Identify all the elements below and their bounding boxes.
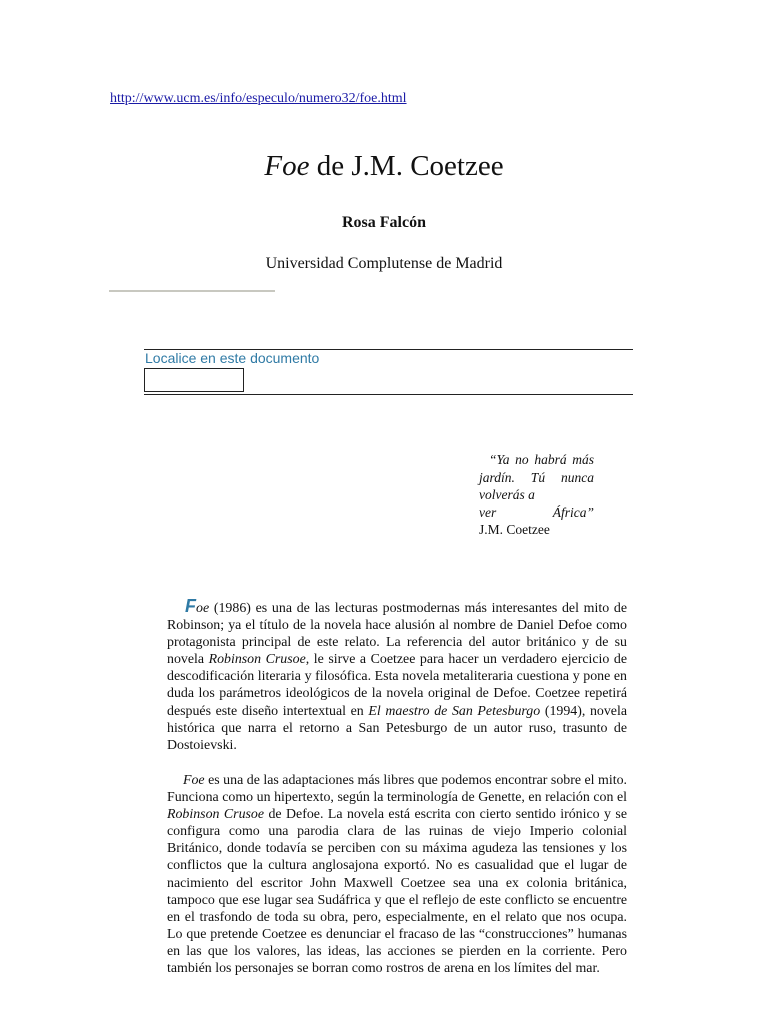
p2-text-b: de Defoe. La novela está escrita con cierto sentido irónico y se configura como una parodia clara de las ruinas de viejo Imperio colonial Británico, donde todavía se perciben con su máxima agudeza las tensiones y los conflictos que la cultura anglosajona exportó. No es casualidad que el lugar de nacimiento del escritor John Maxwell Coetzee sea una ex colonia británica, tampoco que ese lugar sea Sudáfrica y que el reflejo de este conflicto se encuentre en el trasfondo de toda su obra, pero, especialmente, en el relato que nos ocupa. Lo que pretende Coetzee es denunciar el fracaso de las “construcciones” humanas en las que los valores, las ideas, las acciones se pierden en la corriente. Pero también los personajes se borran como rostros de arena en los límites del mar. xyxy=(167,807,627,977)
paragraph-2 xyxy=(167,772,627,977)
source-url-link[interactable]: http://www.ucm.es/info/especulo/numero32/foe.html xyxy=(110,91,407,106)
author-name: Rosa Falcón xyxy=(342,214,426,231)
p1-italic-foe: oe xyxy=(196,601,210,616)
p2-italic-robinson: Robinson Crusoe xyxy=(167,807,265,823)
author-affiliation: Universidad Complutense de Madrid xyxy=(265,255,503,272)
p1-text-c: (1994), novela histórica que narra el retorno a San Petesburgo de un autor ruso, trasunto de Dostoievski. xyxy=(167,703,627,753)
p2-italic-foe: Foe xyxy=(183,773,205,788)
p1-italic-maestro: El maestro de San Petesburgo xyxy=(368,703,541,719)
decorative-divider xyxy=(109,290,275,292)
p2-text-a: es una de las adaptaciones más libres que podemos encontrar sobre el mito. Funciona como un hipertexto, según la terminología de Genette, en relación con el xyxy=(167,773,627,806)
title-rest: de J.M. Coetzee xyxy=(309,150,504,182)
p1-text-a: (1986) es una de las lecturas postmodernas más interesantes del mito de Robinson; ya el título de la novela hace alusión al nombre de Daniel Defoe como protagonista principal de este relato. La referencia del autor británico y de su novela xyxy=(167,601,627,668)
epigraph-quote: “Ya no habrá más jardín. Tú nunca volverás a xyxy=(479,452,594,502)
epigraph-quote-end: ver África” xyxy=(479,504,594,520)
title-italic-part: Foe xyxy=(264,150,310,182)
document-search-input[interactable] xyxy=(144,368,244,392)
p1-text-b: , le sirve a Coetzee para hacer un verdadero ejercicio de descodificación literaria y filosófica. Esta novela metaliteraria cuestiona y pone en duda los parámetros ideológicos de la novela original de Defoe. Coetzee repetirá después este diseño intertextual en xyxy=(167,652,628,719)
dropcap-letter: F xyxy=(185,596,196,616)
epigraph xyxy=(479,451,594,539)
search-bottom-divider xyxy=(144,394,633,395)
search-label: Localice en este documento xyxy=(145,350,320,366)
paragraph-1 xyxy=(167,598,627,754)
article-title xyxy=(0,150,768,183)
p1-italic-robinson: Robinson Crusoe xyxy=(208,652,306,668)
epigraph-attribution: J.M. Coetzee xyxy=(479,522,550,537)
